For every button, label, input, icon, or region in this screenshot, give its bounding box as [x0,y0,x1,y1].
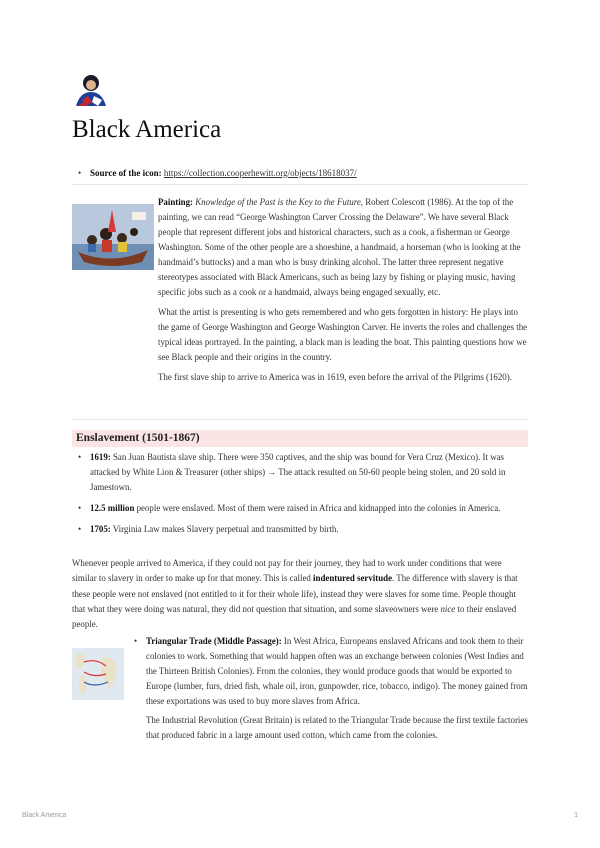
divider [72,419,528,420]
painting-label: Painting: [158,197,194,207]
source-label: Source of the icon: [90,168,162,178]
source-list [72,166,528,180]
source-link[interactable]: https://collection.cooperhewitt.org/objects/18618037/ [163,168,357,178]
triangular-text: In West Africa, Europeans enslaved Africans and took them to their colonies to work. Something that would happen often was an exchange between colonies (West Indies and the Thirteen British Colonies). From the colonies, they would produce goods that would be exported to Europe (lumber, furs, dried fish, whale oil, iron, gunpowder, rice, tobacco, indigo). The money gained from these exportations was used to buy more slaves from Africa. [146,636,528,706]
enslavement-list [72,450,528,543]
triangular-lead: Triangular Trade (Middle Passage): [146,636,282,646]
triangular-trade-block [134,634,528,747]
paragraph-bold: indentured servitude [313,573,393,584]
page-title: Black America [72,116,222,143]
divider [72,184,528,185]
list-item [72,450,528,495]
painting-description [158,195,528,390]
painting-attribution: , Robert Colescott (1986). At the top of the painting, we can read “George Washington Carver Crossing the Delaware”. We have several Black people that represent different jobs and historical characters, such as a cook, a fisherman or George Washington. Some of the other people are a shoeshine, a handmaid, a horseman (who is looking at the handmaid’s buttocks) and a man who is busy drinking alcohol. The latter three represent negative stereotypes associated with Black Americans, such as being lazy by fishing or playing music, having specific jobs such as a cook or a handmaid, always being engaged sexually, etc. [158,197,521,297]
bullet-icon: • [78,524,82,534]
painting-paragraph-2: What the artist is presenting is who gets remembered and who gets forgotten in history: He plays into the game of George Washington and George Washington Carver. He inverts the roles and challenges the typical ideas portrayed. In the painting, a black man is leading the boat. This painting questions how we see Black people and their origins in the country. [158,307,528,362]
bullet-icon: • [78,452,82,462]
map-thumbnail [72,648,124,700]
source-item [72,166,528,180]
bullet-icon: • [78,168,82,178]
item-text: people were enslaved. Most of them were raised in Africa and kidnapped into the colonies in America. [134,503,501,513]
footer [22,812,578,819]
triangular-paragraph-2: The Industrial Revolution (Great Britain) is related to the Triangular Trade because the first textile factories that produced fabric in a large amount used cotton, which came from the colonies. [146,715,528,740]
item-text: Virginia Law makes Slavery perpetual and transmitted by birth. [110,524,339,534]
section-heading-enslavement: Enslavement (1501-1867) [72,430,528,447]
triangular-paragraph [134,634,528,709]
item-lead: 12.5 million [90,503,135,513]
item-lead: 1619: [90,452,111,462]
list-item [72,501,528,516]
bullet-icon: • [134,636,138,646]
page-number: 1 [574,812,578,819]
paragraph-text: . The difference with slavery is that these people were not enslaved (not entitled to it for their whole life), instead they were slaves for some time. People thought that what they were doing was natural, they did not question that situation, and some slaveowners were [72,573,518,614]
footer-title: Black America [22,812,67,819]
indentured-paragraph [72,556,528,632]
page-icon [72,72,110,110]
paragraph-italic: nice [440,603,456,614]
painting-title: Knowledge of the Past is the Key to the Future [195,197,361,207]
painting-paragraph-3: The first slave ship to arrive to America was in 1619, even before the arrival of the Pilgrims (1620). [158,372,512,382]
painting-thumbnail [72,204,154,270]
item-lead: 1705: [90,524,111,534]
list-item [72,522,528,537]
paragraph-text: Whenever people arrived to America, if they could not pay for their journey, they had to work under conditions that were similar to slavery in order to make up for that money. This is called [72,558,502,584]
bullet-icon: • [78,503,82,513]
painting-paragraph [158,195,528,300]
item-text: San Juan Bautista slave ship. There were 350 captives, and the ship was bound for Vera Cruz (Mexico). It was attacked by White Lion & Treasurer (other ships) → The attack resulted on 50-60 people being stolen, and 20 sold in Jamestown. [90,452,506,492]
paragraph-text: to their enslaved people. [72,603,517,630]
